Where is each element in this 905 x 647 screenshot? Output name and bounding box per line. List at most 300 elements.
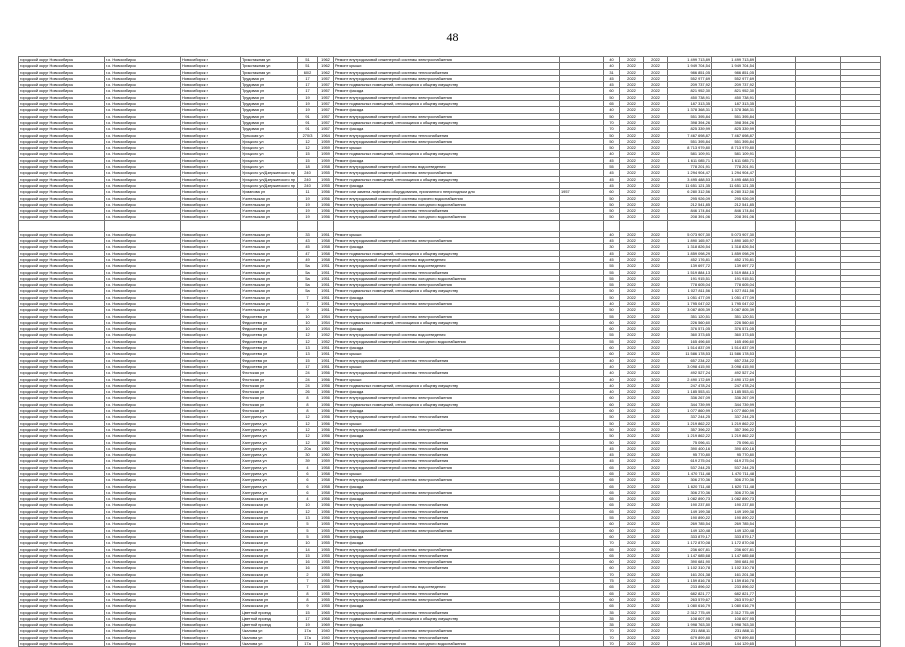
table-cell: городской округ Новосибирск xyxy=(19,300,105,306)
table-cell: 19 xyxy=(298,195,318,201)
table-cell: 2022 xyxy=(644,69,668,75)
table-cell: городской округ Новосибирск xyxy=(19,376,105,382)
table-cell: 15 xyxy=(298,609,318,615)
table-cell: 1955 xyxy=(318,603,334,609)
table-cell: 825 339,99 xyxy=(712,126,756,132)
table-cell: г.о. Новосибирск xyxy=(105,628,181,634)
table-cell: городской округ Новосибирск xyxy=(19,382,105,388)
table-cell: Ремонт внутридомовой инженерной системы теплоснабжения xyxy=(334,452,560,458)
table-cell: Ханкасская ул xyxy=(241,521,298,527)
table-cell: Халтурина ул xyxy=(241,477,298,483)
table-cell: 60 xyxy=(604,401,620,407)
table-cell: г.о. Новосибирск xyxy=(105,75,181,81)
table-cell: г.о. Новосибирск xyxy=(105,101,181,107)
table-cell: Ремонт фасада xyxy=(334,433,560,439)
table-cell: 337 244,25 xyxy=(668,414,712,420)
table-cell: 40 xyxy=(604,370,620,376)
table-cell: городской округ Новосибирск xyxy=(19,294,105,300)
table-cell: 357 396,22 xyxy=(668,426,712,432)
table-cell: Ремонт внутридомовой инженерной системы электроснабжения xyxy=(334,282,560,288)
table-cell: 1951 xyxy=(318,294,334,300)
table-cell: Новосибирск г xyxy=(181,496,241,502)
table-cell: Ремонт внутридомовой инженерной системы электроснабжения xyxy=(334,596,560,602)
table-cell: городской округ Новосибирск xyxy=(19,94,105,100)
table-cell: 2022 xyxy=(644,319,668,325)
table-cell: 1 998 763,30 xyxy=(668,622,712,628)
table-cell: Ремонт внутридомовой инженерной системы электроснабжения xyxy=(334,313,560,319)
table-cell: 360 373,65 xyxy=(668,332,712,338)
table-cell: 1954 xyxy=(318,326,334,332)
table-cell: Ремонт подвальных помещений, относящихся к общему имуществу xyxy=(334,401,560,407)
table-cell: Халтурина ул xyxy=(241,452,298,458)
table-cell: 1 102 310,78 xyxy=(668,565,712,571)
table-cell: 551 395,84 xyxy=(712,138,756,144)
table-cell: 60 xyxy=(604,326,620,332)
table-cell: 2022 xyxy=(644,546,668,552)
table-cell: г.о. Новосибирск xyxy=(105,527,181,533)
table-cell: 452 176,81 xyxy=(712,256,756,262)
table-cell: 1951 xyxy=(318,363,334,369)
table-cell: Новосибирск г xyxy=(181,590,241,596)
table-cell: Новосибирск г xyxy=(181,477,241,483)
table-cell: 1 027 811,56 xyxy=(712,288,756,294)
table-cell: 17а xyxy=(298,634,318,640)
table-cell: г.о. Новосибирск xyxy=(105,113,181,119)
table-cell: Новосибирск г xyxy=(181,363,241,369)
table-cell: Ремонт подвальных помещений, относящихся к общему имуществу xyxy=(334,319,560,325)
table-cell: 1957 xyxy=(318,119,334,125)
table-cell: 12 xyxy=(298,332,318,338)
table-cell: г.о. Новосибирск xyxy=(105,464,181,470)
table-cell: городской округ Новосибирск xyxy=(19,483,105,489)
table-cell: г.о. Новосибирск xyxy=(105,363,181,369)
table-cell: Новосибирск г xyxy=(181,157,241,163)
table-cell: 2022 xyxy=(620,408,644,414)
table-cell: 14 xyxy=(298,546,318,552)
table-cell: городской округ Новосибирск xyxy=(19,132,105,138)
table-cell: 2022 xyxy=(644,345,668,351)
table-cell: 2022 xyxy=(620,75,644,81)
table-cell: 191 915,51 xyxy=(668,275,712,281)
table-cell: 2022 xyxy=(620,307,644,313)
table-cell: 2022 xyxy=(620,119,644,125)
table-cell: Новосибирск г xyxy=(181,82,241,88)
table-cell: Халтурина ул xyxy=(241,426,298,432)
table-cell: 2022 xyxy=(620,508,644,514)
table-cell: 50 xyxy=(604,433,620,439)
table-cell: Новосибирск г xyxy=(181,113,241,119)
table-cell: 2022 xyxy=(644,496,668,502)
table-cell: Новосибирск г xyxy=(181,389,241,395)
table-cell: 55 xyxy=(604,313,620,319)
table-cell: 1 519 884,13 xyxy=(668,269,712,275)
table-cell: Ханкасская ул xyxy=(241,496,298,502)
table-cell: 1957 xyxy=(560,189,604,195)
table-cell: 8 xyxy=(298,590,318,596)
table-cell: 2022 xyxy=(644,634,668,640)
table-cell: 1940 xyxy=(318,628,334,634)
table-cell: г.о. Новосибирск xyxy=(105,502,181,508)
table-cell: 1956 xyxy=(318,408,334,414)
table-cell: 1956 xyxy=(318,395,334,401)
table-cell: Урицкого ул xyxy=(241,164,298,170)
table-cell: 1955 xyxy=(318,170,334,176)
table-cell: Учительская ул xyxy=(241,263,298,269)
table-cell: Ханкасская ул xyxy=(241,540,298,546)
table-cell: городской округ Новосибирск xyxy=(19,445,105,451)
table-cell: 15 xyxy=(298,357,318,363)
table-cell: 12 xyxy=(298,138,318,144)
table-cell: 2022 xyxy=(620,615,644,621)
table-cell: городской округ Новосибирск xyxy=(19,414,105,420)
table-cell: 60 xyxy=(604,319,620,325)
table-cell: 190 237,80 xyxy=(712,502,756,508)
table-cell: 1 172 870,08 xyxy=(668,540,712,546)
table-cell xyxy=(644,220,668,231)
table-cell: 1956 xyxy=(318,376,334,382)
table-cell: 333 879,17 xyxy=(712,533,756,539)
table-cell: 1955 xyxy=(318,527,334,533)
table-cell: 236 607,81 xyxy=(668,546,712,552)
table-cell: 10 xyxy=(298,319,318,325)
table-cell: 11 651 121,35 xyxy=(712,182,756,188)
table-cell: 2022 xyxy=(644,94,668,100)
table-cell: 1960 xyxy=(318,452,334,458)
table-cell: Ремонт фасада xyxy=(334,294,560,300)
table-cell: 40 xyxy=(604,389,620,395)
table-cell: 8 xyxy=(298,395,318,401)
table-cell: 336 267,09 xyxy=(668,395,712,401)
table-cell: 2022 xyxy=(644,382,668,388)
table-cell: Новосибирск г xyxy=(181,326,241,332)
table-cell: Ханкасская ул xyxy=(241,584,298,590)
table-cell: 1 519 884,13 xyxy=(712,269,756,275)
table-cell: Новосибирск г xyxy=(181,170,241,176)
table-cell: Халтурина ул xyxy=(241,439,298,445)
table-cell: городской округ Новосибирск xyxy=(19,571,105,577)
table-cell: Халтурина ул xyxy=(241,458,298,464)
table-cell: Новосибирск г xyxy=(181,282,241,288)
table-cell: 390 681,90 xyxy=(712,559,756,565)
table-cell: 2022 xyxy=(644,458,668,464)
table-cell: Новосибирск г xyxy=(181,527,241,533)
table-cell: 1955 xyxy=(318,584,334,590)
table-cell: 39 xyxy=(298,458,318,464)
table-cell: 1958 xyxy=(318,483,334,489)
table-cell: городской округ Новосибирск xyxy=(19,363,105,369)
table-cell: 2022 xyxy=(620,496,644,502)
table-cell: Новосибирск г xyxy=(181,433,241,439)
table-cell: 1957 xyxy=(318,94,334,100)
table-cell: 247 478,24 xyxy=(668,382,712,388)
table-cell: Федосеева ул xyxy=(241,345,298,351)
table-cell: 108 607,95 xyxy=(668,615,712,621)
table-cell: Федосеева ул xyxy=(241,313,298,319)
table-cell: 2022 xyxy=(644,101,668,107)
table-cell: городской округ Новосибирск xyxy=(19,157,105,163)
table-cell: Новосибирск г xyxy=(181,546,241,552)
table-cell: Ремонт внутридомовой инженерной системы электроснабжения xyxy=(334,426,560,432)
table-cell: Ремонт крыши xyxy=(334,231,560,237)
table-cell: 2022 xyxy=(620,502,644,508)
table-cell: 2022 xyxy=(644,395,668,401)
table-cell: 1 499 713,89 xyxy=(668,57,712,63)
table-cell: Ремонт внутридомовой инженерной системы холодного водоснабжения xyxy=(334,338,560,344)
table-cell: г.о. Новосибирск xyxy=(105,119,181,125)
table-cell xyxy=(19,220,105,231)
table-cell: Ремонт подвальных помещений, относящихся к общему имуществу xyxy=(334,101,560,107)
table-cell: 2022 xyxy=(644,401,668,407)
table-cell: 2022 xyxy=(620,458,644,464)
table-cell: 187 313,35 xyxy=(668,101,712,107)
table-cell: 1 080 616,79 xyxy=(712,603,756,609)
table-cell: Ремонт внутридомовой инженерной системы водоотведения xyxy=(334,256,560,262)
table-cell: 1957 xyxy=(318,126,334,132)
table-cell: Новосибирск г xyxy=(181,508,241,514)
table-cell: 1951 xyxy=(318,300,334,306)
table-cell: городской округ Новосибирск xyxy=(19,609,105,615)
table-cell: городской округ Новосибирск xyxy=(19,628,105,634)
table-cell: 55 xyxy=(604,269,620,275)
table-cell: Трикотажная ул xyxy=(241,63,298,69)
table-cell: Новосибирск г xyxy=(181,231,241,237)
table-cell: 1 185 553,41 xyxy=(668,389,712,395)
table-cell: 1957 xyxy=(318,107,334,113)
table-cell: Новосибирск г xyxy=(181,426,241,432)
table-cell: Ремонт внутридомовой инженерной системы электроснабжения xyxy=(334,559,560,565)
table-cell: 24 xyxy=(298,370,318,376)
table-cell: 1952 xyxy=(318,332,334,338)
table-cell: 2022 xyxy=(620,126,644,132)
table-cell: городской округ Новосибирск xyxy=(19,634,105,640)
table-cell: 2022 xyxy=(644,231,668,237)
table-cell: Новосибирск г xyxy=(181,307,241,313)
table-cell: 17 xyxy=(298,615,318,621)
table-cell: Ремонт внутридомовой инженерной системы теплоснабжения xyxy=(334,357,560,363)
table-cell: 11 586 178,53 xyxy=(712,351,756,357)
table-cell: 1 514 837,09 xyxy=(712,345,756,351)
table-cell: Федосеева ул xyxy=(241,357,298,363)
table-cell: 1958 xyxy=(318,477,334,483)
table-cell: 2022 xyxy=(620,452,644,458)
table-cell: 55 xyxy=(604,338,620,344)
table-cell: 60/2 xyxy=(298,69,318,75)
table-cell: городской округ Новосибирск xyxy=(19,107,105,113)
table-cell: 1 172 870,08 xyxy=(712,540,756,546)
table-cell: 5 xyxy=(298,521,318,527)
table-cell: 50 xyxy=(604,414,620,420)
table-cell: Новосибирск г xyxy=(181,288,241,294)
table-cell: городской округ Новосибирск xyxy=(19,307,105,313)
table-cell: Новосибирск г xyxy=(181,151,241,157)
table-cell: городской округ Новосибирск xyxy=(19,641,105,647)
table-cell: 50 xyxy=(604,113,620,119)
table-cell: 2022 xyxy=(644,363,668,369)
table-cell: 8 xyxy=(298,408,318,414)
table-cell: 65 xyxy=(604,101,620,107)
table-cell: 1 611 085,71 xyxy=(712,157,756,163)
table-cell: 12 xyxy=(298,426,318,432)
table-cell: городской округ Новосибирск xyxy=(19,170,105,176)
table-cell: 1 620 711,48 xyxy=(668,483,712,489)
table-cell: г.о. Новосибирск xyxy=(105,332,181,338)
table-cell: Учительская ул xyxy=(241,288,298,294)
table-cell: городской округ Новосибирск xyxy=(19,275,105,281)
table-cell: 1 470 711,48 xyxy=(668,471,712,477)
table-cell: Ремонт подвальных помещений, относящихся к общему имуществу xyxy=(334,119,560,125)
table-cell: Ремонт или замена лифтового оборудования, признанного непригодным для xyxy=(334,189,560,195)
table-cell: Новосибирск г xyxy=(181,584,241,590)
table-cell: 65 xyxy=(604,471,620,477)
table-cell: г.о. Новосибирск xyxy=(105,439,181,445)
table-cell: 1956 xyxy=(318,508,334,514)
table-cell: 2022 xyxy=(620,433,644,439)
table-cell: Новосибирск г xyxy=(181,414,241,420)
table-cell: Ремонт внутридомовой инженерной системы электроснабжения xyxy=(334,94,560,100)
table-cell: 2022 xyxy=(644,584,668,590)
table-cell: 1 080 616,79 xyxy=(668,603,712,609)
table-cell: 2022 xyxy=(644,195,668,201)
table-cell: 2022 xyxy=(644,622,668,628)
table-cell: Ремонт внутридомовой инженерной системы теплоснабжения xyxy=(334,634,560,640)
table-cell: Трудовая ул xyxy=(241,82,298,88)
table-cell: Флотская ул xyxy=(241,370,298,376)
table-cell: 226 560,60 xyxy=(712,319,756,325)
table-cell: 1959 xyxy=(318,138,334,144)
table-cell: Новосибирск г xyxy=(181,615,241,621)
table-cell: Халтурина ул xyxy=(241,464,298,470)
table-cell: 1956 xyxy=(318,414,334,420)
table-cell: 40 xyxy=(604,63,620,69)
table-cell: 2 490 172,69 xyxy=(668,376,712,382)
table-cell: 19 xyxy=(298,214,318,220)
table-cell: 537 244,25 xyxy=(668,464,712,470)
table-cell: 1951 xyxy=(318,288,334,294)
table-cell: 144 129,65 xyxy=(668,641,712,647)
table-cell: 50 xyxy=(604,307,620,313)
table-cell: 1956 xyxy=(318,433,334,439)
table-cell: 55 xyxy=(604,263,620,269)
table-cell: 2022 xyxy=(620,132,644,138)
table-cell: 26 xyxy=(298,389,318,395)
table-cell: 47 xyxy=(298,250,318,256)
table-cell: 2022 xyxy=(620,389,644,395)
table-cell: 15 xyxy=(298,157,318,163)
table-cell: 45 xyxy=(604,182,620,188)
table-cell: г.о. Новосибирск xyxy=(105,238,181,244)
table-cell: 1959 xyxy=(318,458,334,464)
table-cell: 5 xyxy=(298,527,318,533)
table-cell: 2022 xyxy=(620,88,644,94)
table-cell: г.о. Новосибирск xyxy=(105,182,181,188)
table-cell: городской округ Новосибирск xyxy=(19,119,105,125)
table-cell: 9 xyxy=(298,307,318,313)
table-cell: городской округ Новосибирск xyxy=(19,145,105,151)
table-cell: 2022 xyxy=(620,622,644,628)
table-cell: городской округ Новосибирск xyxy=(19,263,105,269)
table-cell: г.о. Новосибирск xyxy=(105,414,181,420)
table-cell: 2022 xyxy=(620,515,644,521)
table-cell: 306 270,36 xyxy=(668,477,712,483)
table-cell: городской округ Новосибирск xyxy=(19,313,105,319)
table-cell: 10 xyxy=(298,326,318,332)
table-cell: 149 120,48 xyxy=(712,527,756,533)
table-cell: 60 xyxy=(604,565,620,571)
table-cell: городской округ Новосибирск xyxy=(19,182,105,188)
table-cell: городской округ Новосибирск xyxy=(19,401,105,407)
table-cell: 187 313,35 xyxy=(712,101,756,107)
table-cell: 2022 xyxy=(620,176,644,182)
table-cell xyxy=(560,641,604,647)
table-cell: Цветной проезд xyxy=(241,615,298,621)
table-cell: Ханкасская ул xyxy=(241,552,298,558)
table-cell: городской округ Новосибирск xyxy=(19,533,105,539)
table-cell: 357 396,22 xyxy=(712,426,756,432)
table-cell: Ханкасская ул xyxy=(241,603,298,609)
table-cell: 336 267,09 xyxy=(712,395,756,401)
table-cell: 1958 xyxy=(318,471,334,477)
table-cell: Ханкасская ул xyxy=(241,546,298,552)
table-cell: 2022 xyxy=(620,395,644,401)
table-cell: 65 xyxy=(604,590,620,596)
table-cell: Цветной проезд xyxy=(241,622,298,628)
table-cell: Флотская ул xyxy=(241,408,298,414)
table-cell: 2022 xyxy=(620,250,644,256)
table-cell: г.о. Новосибирск xyxy=(105,63,181,69)
table-cell: Ремонт крыши xyxy=(334,363,560,369)
table-cell: 2022 xyxy=(644,452,668,458)
table-cell: 2022 xyxy=(620,101,644,107)
table-cell: Ремонт фасада xyxy=(334,603,560,609)
table-cell: 209 737,92 xyxy=(668,82,712,88)
table-cell: 1959 xyxy=(318,151,334,157)
table-cell: 2022 xyxy=(620,275,644,281)
table-cell: 161 201,38 xyxy=(712,571,756,577)
table-cell: г.о. Новосибирск xyxy=(105,319,181,325)
table-cell: 2022 xyxy=(620,351,644,357)
table-cell: Новосибирск г xyxy=(181,345,241,351)
table-cell: 1 051 477,09 xyxy=(712,294,756,300)
table-cell: г.о. Новосибирск xyxy=(105,132,181,138)
table-cell: 2022 xyxy=(644,590,668,596)
table-cell: Новосибирск г xyxy=(181,107,241,113)
table-cell: 2022 xyxy=(620,294,644,300)
table-cell: 70 xyxy=(604,634,620,640)
table-cell: г.о. Новосибирск xyxy=(105,634,181,640)
table-cell: 1958 xyxy=(318,256,334,262)
table-cell: 2022 xyxy=(644,151,668,157)
table-cell: 1 027 811,56 xyxy=(668,288,712,294)
table-cell: г.о. Новосибирск xyxy=(105,578,181,584)
table-cell: 1956 xyxy=(318,201,334,207)
table-cell: г.о. Новосибирск xyxy=(105,313,181,319)
table-cell: 2022 xyxy=(620,590,644,596)
table-cell: Учительская ул xyxy=(241,256,298,262)
table-cell: Ремонт внутридомовой инженерной системы холодного водоснабжения xyxy=(334,275,560,281)
table-cell: 65 xyxy=(604,489,620,495)
table-cell xyxy=(181,220,241,231)
table-cell: г.о. Новосибирск xyxy=(105,584,181,590)
table-cell: 2022 xyxy=(620,603,644,609)
table-cell: Ханкасская ул xyxy=(241,527,298,533)
table-cell: 2022 xyxy=(644,107,668,113)
table-cell: 2022 xyxy=(644,275,668,281)
table-cell: 40 xyxy=(604,363,620,369)
table-cell: Ремонт внутридомовой инженерной системы электроснабжения xyxy=(334,113,560,119)
table-cell: 2022 xyxy=(620,238,644,244)
table-cell xyxy=(560,220,604,231)
table-cell: 2022 xyxy=(644,609,668,615)
